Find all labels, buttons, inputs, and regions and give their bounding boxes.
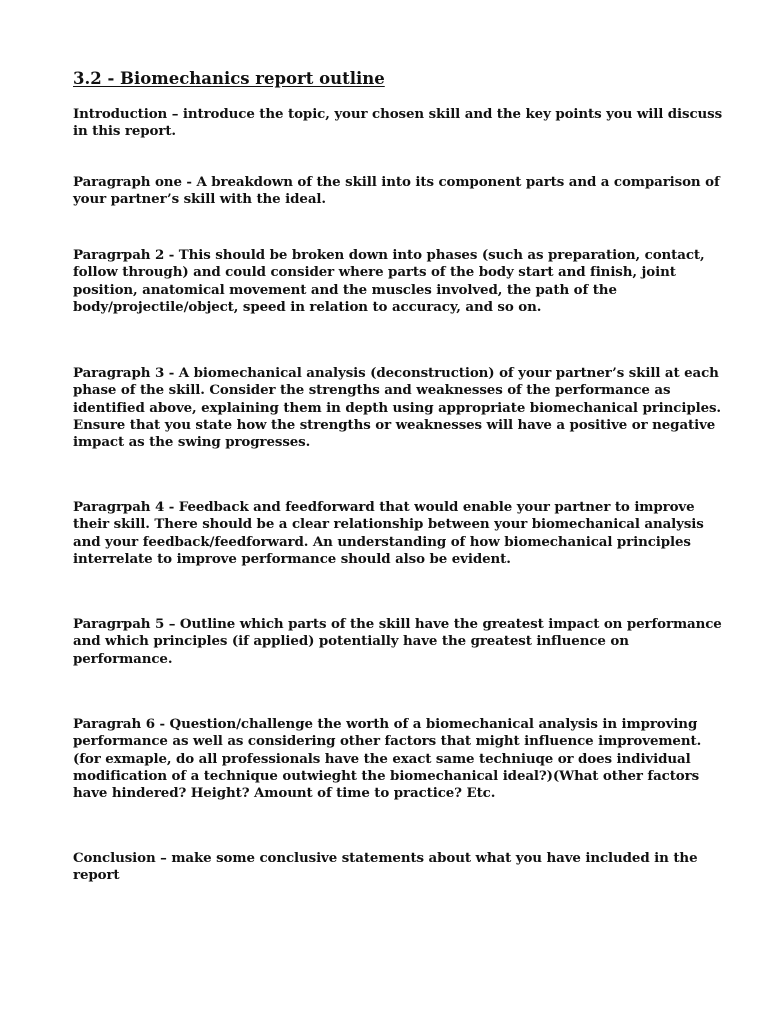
paragraph-line: body/projectile/object, speed in relation to accuracy, and so on. — [73, 298, 542, 315]
document-title: 3.2 - Biomechanics report outline — [73, 69, 385, 88]
paragraph-line: Paragrpah 4 - Feedback and feedforward that would enable your partner to improve — [73, 499, 695, 515]
paragraph-line: Paragraph 3 - A biomechanical analysis (deconstruction) of your partner’s skill at each — [73, 365, 719, 381]
paragraph-line: phase of the skill. Consider the strengths and weaknesses of the performance as — [73, 382, 671, 399]
paragraph-line: impact as the swing progresses. — [73, 434, 311, 451]
paragraph-line: interrelate to improve performance should also be evident. — [73, 550, 511, 567]
paragraph-line: modification of a technique outwieght the biomechanical ideal?)(What other factors — [73, 767, 700, 784]
paragraph-line: their skill. There should be a clear relationship between your biomechanical analysis — [73, 516, 704, 533]
paragraph-line: your partner’s skill with the ideal. — [73, 191, 326, 208]
paragraph-line: Paragrah 6 - Question/challenge the worth of a biomechanical analysis in improving — [73, 716, 698, 732]
paragraph-line: Paragrpah 5 – Outline which parts of the skill have the greatest impact on performance — [73, 616, 722, 632]
paragraph-line: identified above, explaining them in depth using appropriate biomechanical principles. — [73, 399, 721, 416]
paragraph-line: report — [73, 867, 120, 884]
paragraph-line: in this report. — [73, 123, 176, 140]
paragraph-four — [73, 499, 704, 568]
paragraph-line: have hindered? Height? Amount of time to practice? Etc. — [73, 785, 496, 802]
paragraph-line: position, anatomical movement and the muscles involved, the path of the — [73, 281, 617, 298]
paragraph-line: Introduction – introduce the topic, your chosen skill and the key points you will discuss — [73, 106, 723, 122]
paragraph-line: follow through) and could consider where parts of the body start and finish, joint — [73, 264, 676, 281]
paragraph-line: performance. — [73, 650, 173, 667]
paragraph-line: performance as well as considering other factors that might influence improvement. — [73, 733, 702, 750]
paragraph-three — [73, 365, 721, 451]
paragraph-line: and your feedback/feedforward. An understanding of how biomechanical principles — [73, 533, 691, 550]
paragraph-six — [73, 716, 701, 802]
paragraph-line: Conclusion – make some conclusive statements about what you have included in the — [73, 850, 698, 866]
paragraph-line: and which principles (if applied) potentially have the greatest influence on — [73, 633, 629, 650]
paragraph-two — [73, 247, 705, 316]
paragraph-introduction — [73, 106, 723, 141]
paragraph-line: (for exmaple, do all professionals have the exact same techniuqe or does individual — [73, 750, 691, 767]
paragraph-line: Paragraph one - A breakdown of the skill into its component parts and a comparison of — [73, 174, 720, 190]
paragraph-line: Paragrpah 2 - This should be broken down into phases (such as preparation, contact, — [73, 247, 705, 263]
paragraph-conclusion — [73, 850, 701, 885]
paragraph-five — [73, 616, 722, 668]
paragraph-line: Ensure that you state how the strengths or weaknesses will have a positive or negative — [73, 416, 716, 433]
paragraph-one — [73, 174, 720, 209]
